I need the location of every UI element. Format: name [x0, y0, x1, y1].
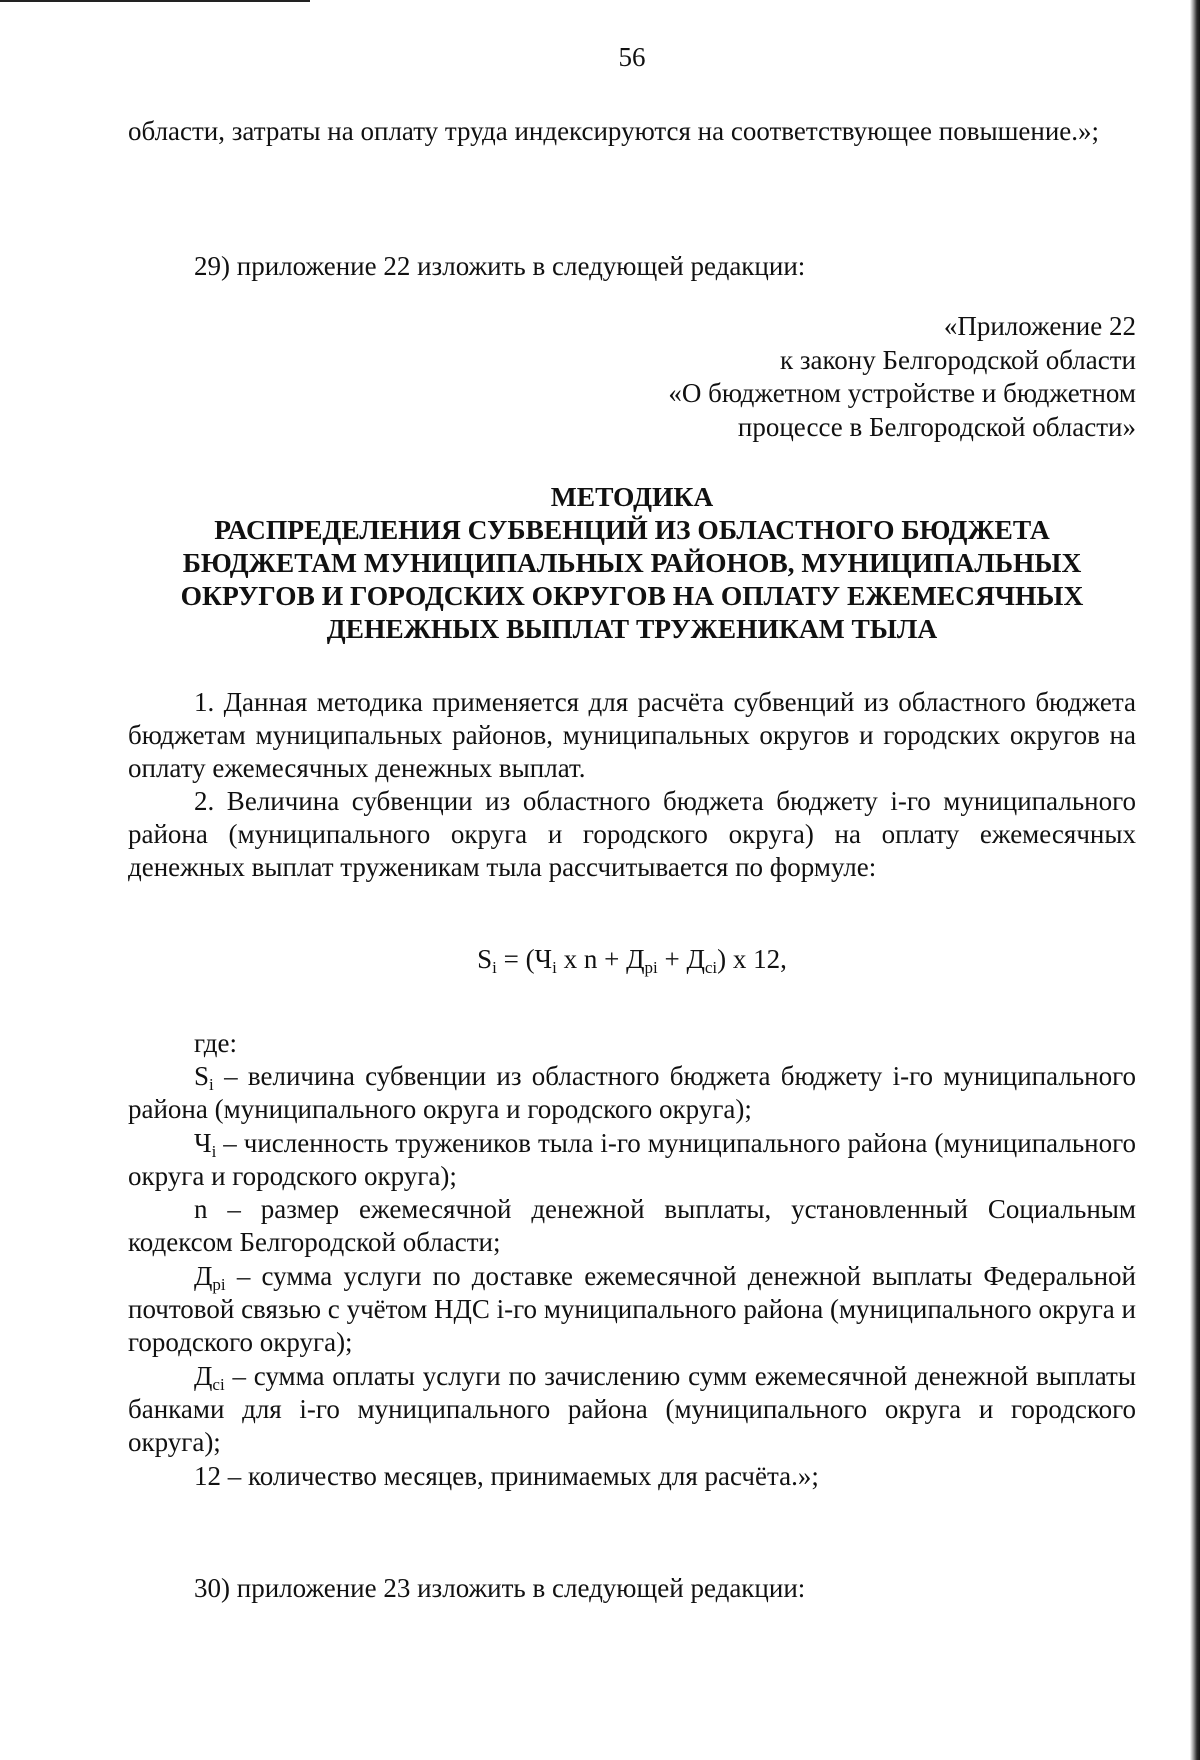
where-label: где: [194, 1028, 237, 1058]
document-page [128, 0, 1143, 1760]
definition-dp [128, 1260, 1143, 1359]
title-line: ОКРУГОВ И ГОРОДСКИХ ОКРУГОВ НА ОПЛАТУ ЕЖЕМЕСЯЧНЫХ [180, 580, 1084, 611]
definition-n: n – размер ежемесячной денежной выплаты, установленный Социальным кодексом Белгородской области; [128, 1194, 1136, 1257]
formula-subscript: i [552, 958, 557, 977]
formula-subscript: pi [644, 958, 658, 977]
formula-subscript: i [492, 958, 497, 977]
formula-subscript: ci [704, 958, 718, 977]
definition-text: – величина субвенции из областного бюджета бюджету i-го муниципального района (муниципального округа и городского округа); [128, 1061, 1143, 1124]
definition-symbol: Д [194, 1361, 213, 1391]
title-line: РАСПРЕДЕЛЕНИЯ СУБВЕНЦИЙ ИЗ ОБЛАСТНОГО БЮДЖЕТА [214, 514, 1050, 545]
definition-subscript: pi [212, 1275, 226, 1294]
item-30-paragraph: 30) приложение 23 изложить в следующей редакции: [194, 1573, 806, 1603]
title-line: МЕТОДИКА [550, 481, 714, 512]
formula [128, 943, 1136, 976]
definition-subscript: i [209, 1075, 214, 1094]
formula-part: х n + Д [556, 944, 645, 974]
paragraph-1: 1. Данная методика применяется для расчёта субвенций из областного бюджета бюджетам муниципальных районов, муниципальных округов и городских округов на оплату ежемесячных денежных выплат. [128, 687, 1136, 783]
definition-symbol: Ч [194, 1128, 212, 1158]
definition-text: – сумма оплаты услуги по зачислению сумм ежемесячной денежной выплаты банками для i-го муниципального района (муниципального округа и городского округа); [128, 1361, 1143, 1457]
definition-subscript: i [211, 1142, 217, 1161]
definition-text: – сумма услуги по доставке ежемесячной денежной выплаты Федеральной почтовой связью с учётом НДС i-го муниципального района (муниципального округа и городского округа); [128, 1261, 1143, 1357]
appendix-header-line: к закону Белгородской области [780, 344, 1136, 375]
definition-subscript: ci [212, 1375, 225, 1394]
definition-dc [128, 1360, 1143, 1459]
title-line: БЮДЖЕТАМ МУНИЦИПАЛЬНЫХ РАЙОНОВ, МУНИЦИПАЛЬНЫХ [182, 547, 1082, 578]
appendix-header [668, 310, 1136, 444]
item-29-paragraph: 29) приложение 22 изложить в следующей редакции: [194, 251, 806, 281]
definition-twelve: 12 – количество месяцев, принимаемых для расчёта.»; [194, 1461, 819, 1491]
methodology-title [128, 480, 1136, 645]
definition-symbol: Д [194, 1261, 213, 1291]
definition-s [128, 1060, 1143, 1126]
formula-part: = (Ч [496, 944, 553, 974]
appendix-header-line: «О бюджетном устройстве и бюджетном [668, 378, 1136, 408]
appendix-header-line: «Приложение 22 [943, 311, 1136, 341]
formula-part: S [477, 944, 493, 974]
scan-shadow-edge [1190, 0, 1200, 1760]
formula-part: ) х 12, [717, 944, 787, 974]
definition-symbol: S [194, 1061, 210, 1091]
appendix-header-line: процессе в Белгородской области» [737, 411, 1136, 442]
page-number: 56 [618, 42, 646, 72]
definition-ch [128, 1127, 1143, 1193]
paragraph-2: 2. Величина субвенции из областного бюджета бюджету i-го муниципального района (муниципального округа и городского округа) на оплату ежемесячных денежных выплат труженикам тыла рассчитывается по формуле: [128, 786, 1136, 882]
formula-part: + Д [657, 944, 705, 974]
continuation-paragraph: области, затраты на оплату труда индексируются на соответствующее повышение.»; [128, 116, 1100, 146]
definition-text: – численность тружеников тыла i-го муниципального района (муниципального округа и городского округа); [128, 1128, 1143, 1191]
title-line: ДЕНЕЖНЫХ ВЫПЛАТ ТРУЖЕНИКАМ ТЫЛА [326, 613, 938, 644]
